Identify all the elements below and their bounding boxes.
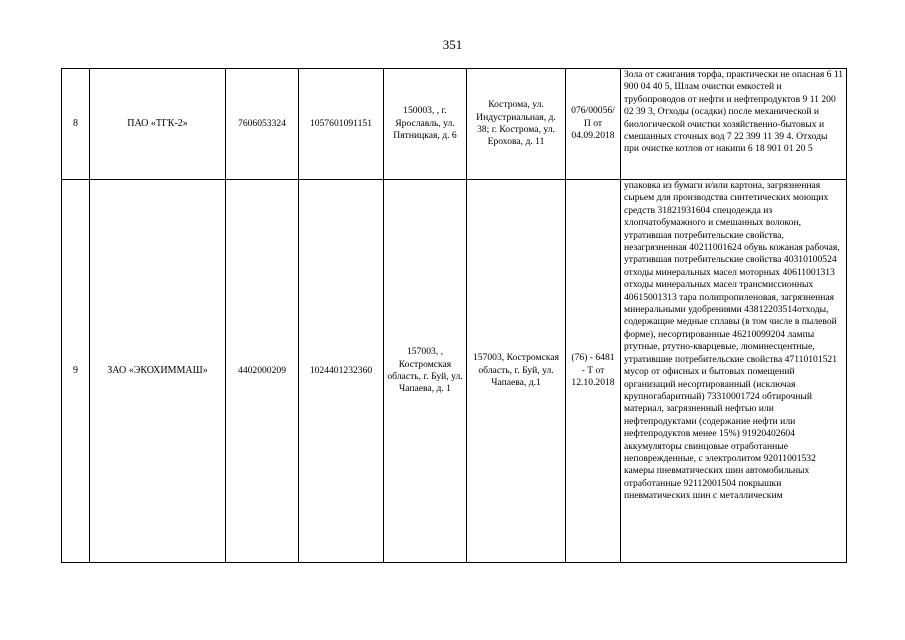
license-cell: 076/00056/ П от 04.09.2018: [566, 69, 621, 180]
site-address-cell: Кострома, ул. Индустриальная, д. 38; г. Кострома, ул. Ерохова, д. 11: [467, 69, 566, 180]
ogrn-cell: 1057601091151: [299, 69, 384, 180]
inn-cell: 7606053324: [226, 69, 299, 180]
page-number: 351: [442, 37, 463, 52]
legal-address-cell: 157003, , Костромская область, г. Буй, ул. Чапаева, д. 1: [384, 180, 467, 563]
legal-address-cell: 150003, , г. Ярославль, ул. Пятницкая, д. 6: [384, 69, 467, 180]
site-address-cell: 157003, Костромская область, г. Буй, ул. Чапаева, д.1: [467, 180, 566, 563]
organization-name: ПАО «ТГК-2»: [90, 69, 226, 180]
table-row: [62, 69, 847, 180]
waste-types-cell: Зола от сжигания торфа, практически не опасная 6 11 900 04 40 5, Шлам очистки емкостей и трубопроводов от нефти и нефтепродуктов 9 11 200 02 39 3, Отходы (осадки) после механической и биологической очистки хозяйственно-бытовых и смешанных сточных вод 7 22 399 11 39 4. Отходы при очистке котлов от накипи 6 18 901 01 20 5: [621, 69, 847, 180]
waste-register-table: [61, 68, 847, 563]
organization-name: ЗАО «ЭКОХИММАШ»: [90, 180, 226, 563]
ogrn-cell: 1024401232360: [299, 180, 384, 563]
license-cell: (76) - 6481 - Т от 12.10.2018: [566, 180, 621, 563]
table-row: [62, 180, 847, 563]
row-number: 8: [62, 69, 90, 180]
inn-cell: 4402000209: [226, 180, 299, 563]
waste-types-cell: упаковка из бумаги и/или картона, загрязненная сырьем для производства синтетических моющих средств 31821931604 спецодежда из хлопчатобумажного и смешанных волокон, утратившая потребительские свойства, незагрязненная 40211001624 обувь кожаная рабочая, утратившая потребительские свойства 40310100524 отходы минеральных масел моторных 40611001313 отходы минеральных масел трансмиссионных 40615001313 тара полипропиленовая, загрязненная минеральными удобрениями 43812203514отходы, содержащие медные сплавы (в том числе в пылевой форме), несортированные 46210099204 лампы ртутные, ртутно-кварцевые, люминесцентные, утратившие потребительские свойства 47110101521 мусор от офисных и бытовых помещений организаций несортированный (исключая крупногабаритный) 73310001724 обтирочный материал, загрязненный нефтью или нефтепродуктами (содержание нефти или нефтепродуктов менее 15%) 91920402604 аккумуляторы свинцовые отработанные неповрежденные, с электролитом 92011001532 камеры пневматических шин автомобильных отработанные 92112001504 покрышки пневматических шин с металлическим: [621, 180, 847, 563]
row-number: 9: [62, 180, 90, 563]
